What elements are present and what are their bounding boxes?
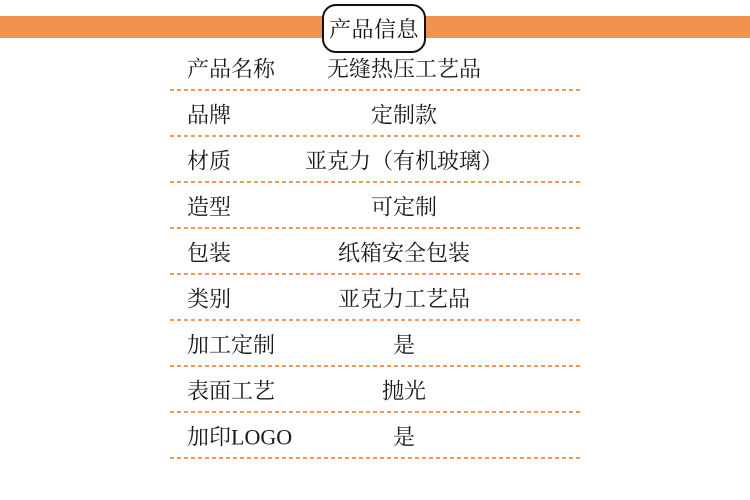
row-value: 纸箱安全包装 <box>337 240 470 266</box>
row-value: 可定制 <box>370 194 437 220</box>
row-value: 无缝热压工艺品 <box>326 56 481 82</box>
row-label: 造型 <box>187 194 232 220</box>
row-value: 是 <box>392 332 415 358</box>
table-row <box>170 367 583 413</box>
row-label: 产品名称 <box>187 56 276 82</box>
table-row <box>170 91 583 137</box>
table-row <box>170 321 583 367</box>
table-row <box>170 45 583 91</box>
row-label: 加印LOGO <box>187 424 293 450</box>
row-value: 定制款 <box>370 102 437 128</box>
row-label: 类别 <box>187 286 232 312</box>
row-value: 亚克力（有机玻璃） <box>304 148 503 174</box>
row-label: 材质 <box>187 148 232 174</box>
row-label: 包装 <box>187 240 232 266</box>
row-value: 亚克力工艺品 <box>337 286 470 312</box>
table-row <box>170 229 583 275</box>
row-value: 抛光 <box>381 378 426 404</box>
table-row <box>170 137 583 183</box>
row-divider <box>170 457 583 459</box>
row-label: 表面工艺 <box>187 378 276 404</box>
table-row <box>170 183 583 229</box>
row-label: 加工定制 <box>187 332 276 358</box>
product-spec-table <box>170 45 583 459</box>
row-label: 品牌 <box>187 102 232 128</box>
table-row <box>170 413 583 459</box>
table-row <box>170 275 583 321</box>
page-title: 产品信息 <box>328 17 419 42</box>
row-value: 是 <box>392 424 415 450</box>
